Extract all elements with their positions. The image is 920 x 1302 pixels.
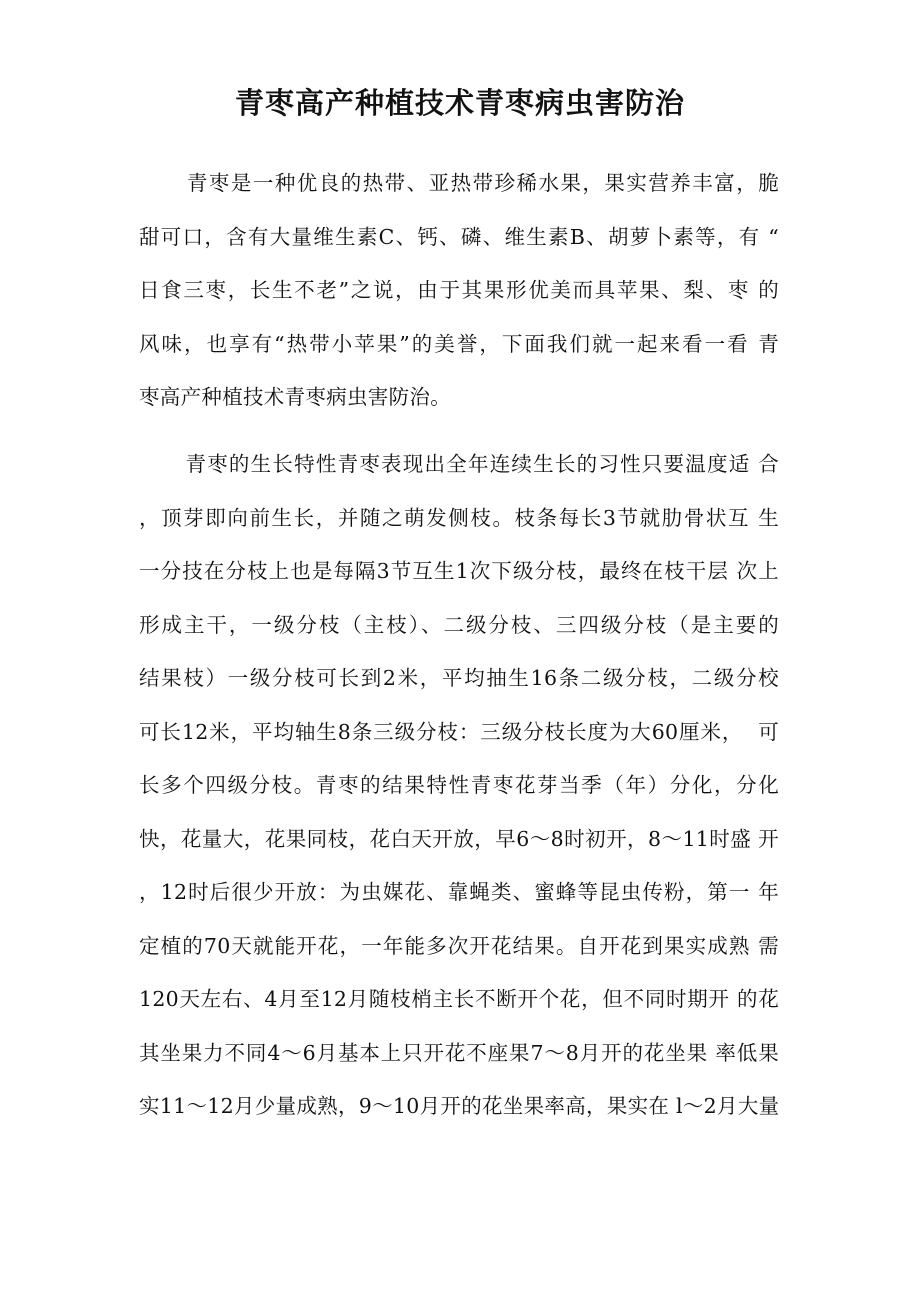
text-line: ，顶芽即向前生长，并随之萌发侧枝。枝条每长3节就肋骨状互 生 bbox=[139, 505, 779, 530]
text-line: 快，花量大，花果同枝，花白天开放，早6〜8时初开，8〜11时盛 开 bbox=[139, 826, 779, 851]
document-title: 青枣高产种植技术青枣病虫害防治 bbox=[234, 86, 685, 120]
text-line: 可长12米，平均轴生8条三级分枝：三级分枝长度为大60厘米， 可 bbox=[139, 719, 779, 744]
text-line: 定植的70天就能开花，一年能多次开花结果。自开花到果实成熟 需 bbox=[139, 933, 779, 958]
text-line: 枣高产种植技术青枣病虫害防治。 bbox=[139, 385, 451, 409]
text-line: 青枣的生长特性青枣表现出全年连续生长的习性只要温度适 合 bbox=[139, 452, 779, 476]
text-line: 实11〜12月少量成熟，9〜10月开的花坐果率高，果实在 l〜2月大量 bbox=[139, 1094, 780, 1118]
paragraph-growth bbox=[139, 438, 779, 1134]
text-line: 风味，也享有“热带小苹果”的美誉，下面我们就一起来看一看 青 bbox=[139, 331, 779, 356]
text-line: 结果枝）一级分枝可长到2米，平均抽生16条二级分枝，二级分校 bbox=[139, 666, 779, 690]
text-line: 甜可口，含有大量维生素C、钙、磷、维生素B、胡萝卜素等，有 “ bbox=[139, 224, 779, 249]
paragraph-intro bbox=[139, 157, 779, 425]
text-line: 形成主干，一级分枝（主枝）、二级分枝、三四级分枝（是主要的 bbox=[139, 612, 779, 637]
text-line: ，12时后很少开放：为虫媒花、靠蝇类、蜜蜂等昆虫传粉，第一 年 bbox=[139, 880, 779, 904]
text-line: 青枣是一种优良的热带、亚热带珍稀水果，果实营养丰富，脆 bbox=[139, 171, 779, 195]
text-line: 120天左右、4月至12月随枝梢主长不断开个花，但不同时期开 的花 bbox=[139, 987, 779, 1011]
text-line: 长多个四级分枝。青枣的结果特性青枣花芽当季（年）分化，分化 bbox=[139, 773, 779, 797]
text-line: 日食三枣，长生不老”之说，由于其果形优美而具苹果、梨、枣 的 bbox=[139, 278, 779, 302]
text-line: 一分技在分枝上也是每隔3节互生1次下级分枝，最终在枝干层 次上 bbox=[139, 559, 779, 583]
text-line: 其坐果力不同4〜6月基本上只开花不座果7〜8月开的花坐果 率低果 bbox=[139, 1040, 779, 1065]
